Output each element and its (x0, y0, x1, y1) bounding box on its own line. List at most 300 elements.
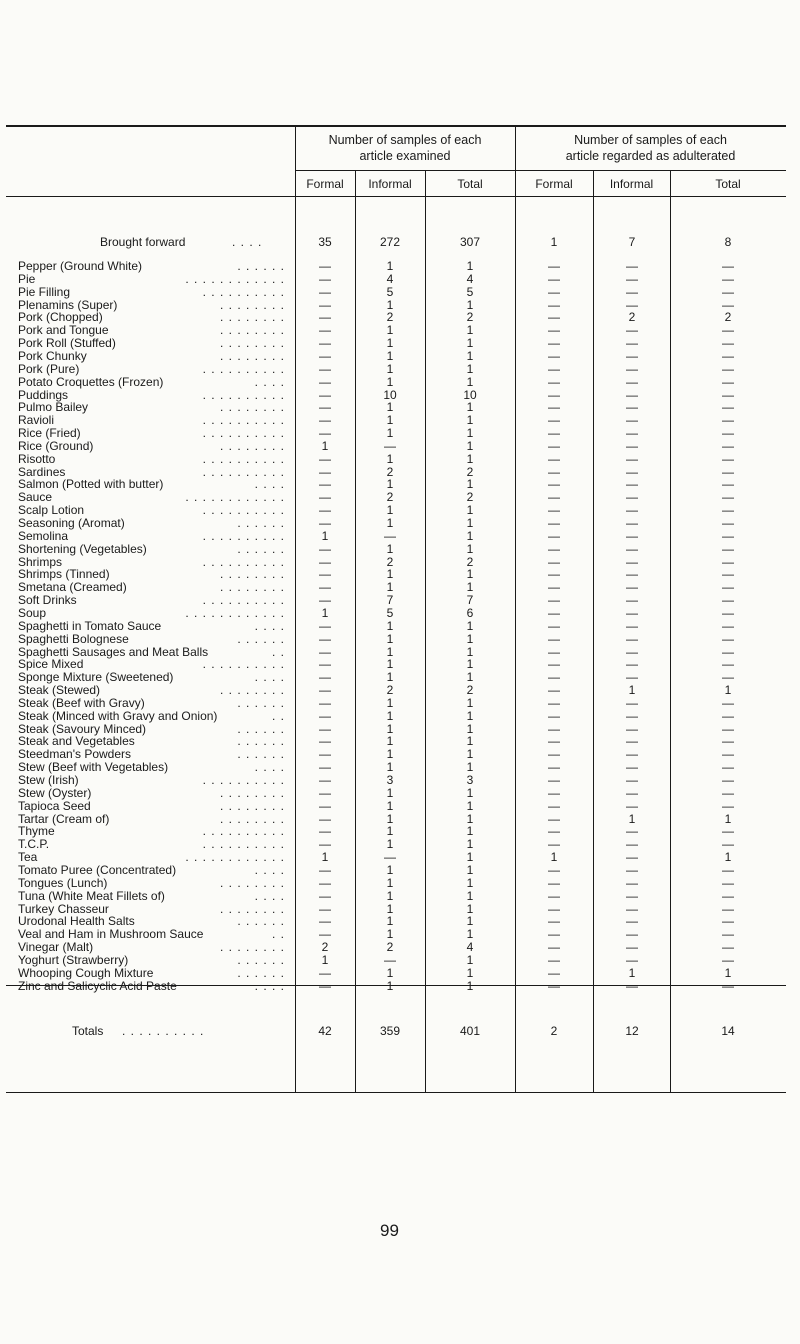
brought-forward-label: Brought forward (100, 235, 186, 249)
row-value-col-1: — (319, 889, 331, 903)
row-name: Pork and Tongue (18, 323, 109, 337)
row-value-col-2: 1 (386, 709, 394, 723)
brought-forward-value-col-6: 8 (724, 235, 732, 249)
row-value-col-4: — (548, 619, 560, 633)
row-value-col-2: 1 (386, 722, 394, 736)
row-name: Veal and Ham in Mushroom Sauce (18, 927, 204, 941)
leader-dots: . . . . . . . . . . (202, 658, 285, 670)
row-value-col-1: — (319, 375, 331, 389)
row-value-col-3: 1 (466, 953, 474, 967)
row-name: Rice (Fried) (18, 426, 81, 440)
row-value-col-5: — (626, 542, 638, 556)
row-value-col-2: 1 (386, 914, 394, 928)
row-value-col-1: — (319, 593, 331, 607)
row-value-col-1: — (319, 490, 331, 504)
row-value-col-4: — (548, 902, 560, 916)
leader-dots: . . . . . . . . . . . . (185, 491, 285, 503)
row-value-col-6: — (722, 452, 734, 466)
row-name: Tapioca Seed (18, 799, 91, 813)
row-value-col-5: 2 (628, 310, 636, 324)
row-value-col-6: — (722, 285, 734, 299)
leader-dots: . . . . . . . . (219, 787, 285, 799)
row-value-col-2: 1 (386, 542, 394, 556)
row-value-col-2: 1 (386, 966, 394, 980)
row-value-col-2: 1 (386, 413, 394, 427)
row-name: Spice Mixed (18, 657, 84, 671)
row-value-col-2: 1 (386, 452, 394, 466)
row-value-col-6: — (722, 863, 734, 877)
row-value-col-5: — (626, 259, 638, 273)
row-value-col-2: 1 (386, 747, 394, 761)
leader-dots: . . . . . . (237, 967, 285, 979)
leader-dots: . . . . (254, 671, 285, 683)
row-name: Tongues (Lunch) (18, 876, 108, 890)
row-value-col-5: — (626, 298, 638, 312)
row-value-col-4: — (548, 310, 560, 324)
row-value-col-3: 1 (466, 400, 474, 414)
row-value-col-3: 1 (466, 439, 474, 453)
row-value-col-6: — (722, 555, 734, 569)
row-value-col-4: — (548, 439, 560, 453)
row-value-col-2: 2 (386, 465, 394, 479)
row-name: Stew (Oyster) (18, 786, 92, 800)
leader-dots: . . . . . . . . (219, 941, 285, 953)
leader-dots: . . . . . . . . (219, 440, 285, 452)
leader-dots: . . . . (254, 620, 285, 632)
row-value-col-2: 2 (386, 490, 394, 504)
row-value-col-5: — (626, 632, 638, 646)
row-value-col-4: — (548, 863, 560, 877)
row-value-col-1: — (319, 863, 331, 877)
row-value-col-1: — (319, 426, 331, 440)
row-value-col-1: — (319, 657, 331, 671)
row-value-col-1: — (319, 837, 331, 851)
row-name: Sardines (18, 465, 66, 479)
row-value-col-5: — (626, 709, 638, 723)
row-value-col-1: — (319, 388, 331, 402)
row-value-col-2: 1 (386, 902, 394, 916)
column-header-formal: Formal (535, 177, 573, 191)
row-value-col-4: — (548, 657, 560, 671)
row-value-col-5: — (626, 619, 638, 633)
row-name: T.C.P. (18, 837, 50, 851)
row-value-col-6: 1 (724, 812, 732, 826)
row-value-col-1: — (319, 542, 331, 556)
row-value-col-4: — (548, 632, 560, 646)
row-value-col-6: — (722, 336, 734, 350)
leader-dots: . . . . . . . . . . (202, 286, 285, 298)
leader-dots: . . . . . . . . (219, 299, 285, 311)
row-value-col-3: 1 (466, 477, 474, 491)
row-name: Spaghetti in Tomato Sauce (18, 619, 162, 633)
row-value-col-6: 1 (724, 966, 732, 980)
row-value-col-3: 5 (466, 285, 474, 299)
row-value-col-2: 1 (386, 863, 394, 877)
row-value-col-1: — (319, 760, 331, 774)
row-name: Steedman's Powders (18, 747, 132, 761)
row-value-col-6: — (722, 799, 734, 813)
row-value-col-2: — (384, 439, 396, 453)
row-value-col-3: 1 (466, 876, 474, 890)
row-value-col-6: — (722, 606, 734, 620)
row-value-col-4: — (548, 953, 560, 967)
header-subcolumn-rule (295, 170, 786, 171)
column-divider (670, 170, 671, 1093)
row-value-col-5: 1 (628, 812, 636, 826)
row-value-col-6: — (722, 837, 734, 851)
row-name: Steak and Vegetables (18, 734, 135, 748)
row-name: Shortening (Vegetables) (18, 542, 147, 556)
row-value-col-6: — (722, 824, 734, 838)
row-value-col-3: 1 (466, 259, 474, 273)
row-value-col-6: — (722, 902, 734, 916)
row-value-col-4: — (548, 336, 560, 350)
page-number: 99 (380, 1221, 399, 1240)
row-value-col-5: — (626, 734, 638, 748)
row-value-col-6: — (722, 760, 734, 774)
leader-dots: . . . . . . . . . . (202, 556, 285, 568)
row-name: Pie (18, 272, 36, 286)
leader-dots: . . . . . . . . (219, 684, 285, 696)
row-value-col-6: 1 (724, 683, 732, 697)
row-value-col-4: — (548, 927, 560, 941)
row-value-col-5: — (626, 490, 638, 504)
row-value-col-2: 10 (383, 388, 397, 402)
row-value-col-1: — (319, 696, 331, 710)
row-value-col-1: — (319, 979, 331, 993)
leader-dots: . . . . . . . . . . (202, 466, 285, 478)
row-value-col-4: — (548, 914, 560, 928)
leader-dots: . . . . (254, 376, 285, 388)
row-value-col-4: — (548, 876, 560, 890)
row-value-col-4: — (548, 516, 560, 530)
row-value-col-1: 1 (321, 439, 329, 453)
row-value-col-1: — (319, 272, 331, 286)
row-value-col-4: — (548, 606, 560, 620)
leader-dots: . . . . . . . . (219, 813, 285, 825)
totals-value-col-1: 42 (318, 1024, 332, 1038)
row-value-col-6: — (722, 259, 734, 273)
row-value-col-1: — (319, 709, 331, 723)
row-value-col-6: — (722, 503, 734, 517)
row-value-col-2: 1 (386, 837, 394, 851)
row-value-col-4: — (548, 799, 560, 813)
totals-value-col-3: 401 (459, 1024, 481, 1038)
row-value-col-5: — (626, 413, 638, 427)
row-value-col-5: 1 (628, 683, 636, 697)
row-name: Shrimps (18, 555, 63, 569)
row-name: Turkey Chasseur (18, 902, 109, 916)
row-value-col-6: — (722, 439, 734, 453)
totals-label: Totals (72, 1024, 104, 1038)
leader-dots: . . . . . . . . (219, 568, 285, 580)
row-value-col-4: — (548, 734, 560, 748)
row-value-col-5: — (626, 670, 638, 684)
row-value-col-5: — (626, 593, 638, 607)
row-value-col-2: 3 (386, 773, 394, 787)
row-value-col-1: — (319, 336, 331, 350)
row-value-col-4: — (548, 645, 560, 659)
row-value-col-1: — (319, 812, 331, 826)
row-value-col-2: 2 (386, 310, 394, 324)
row-name: Tartar (Cream of) (18, 812, 110, 826)
row-name: Pork Roll (Stuffed) (18, 336, 116, 350)
row-value-col-5: — (626, 362, 638, 376)
row-value-col-6: — (722, 876, 734, 890)
row-value-col-5: — (626, 657, 638, 671)
row-value-col-1: — (319, 285, 331, 299)
row-value-col-5: — (626, 580, 638, 594)
column-divider (425, 170, 426, 1093)
row-value-col-3: 1 (466, 747, 474, 761)
row-name: Salmon (Potted with butter) (18, 477, 164, 491)
row-value-col-5: — (626, 465, 638, 479)
row-value-col-5: — (626, 940, 638, 954)
row-value-col-5: — (626, 902, 638, 916)
row-value-col-3: 1 (466, 863, 474, 877)
column-header-formal: Formal (306, 177, 344, 191)
column-divider (593, 170, 594, 1093)
row-value-col-3: 1 (466, 966, 474, 980)
row-value-col-1: 1 (321, 606, 329, 620)
row-value-col-4: — (548, 966, 560, 980)
totals-value-col-5: 12 (625, 1024, 639, 1038)
leader-dots: . . . . . . . . . . (202, 594, 285, 606)
row-name: Tea (18, 850, 38, 864)
row-value-col-1: — (319, 734, 331, 748)
row-value-col-3: 2 (466, 683, 474, 697)
row-value-col-4: — (548, 812, 560, 826)
row-value-col-5: — (626, 722, 638, 736)
row-value-col-6: — (722, 465, 734, 479)
row-value-col-6: — (722, 734, 734, 748)
leader-dots: . . . . . . . . . . (202, 363, 285, 375)
leader-dots: . . . . (254, 890, 285, 902)
row-value-col-2: 1 (386, 619, 394, 633)
table-top-rule (6, 125, 786, 127)
row-value-col-4: — (548, 426, 560, 440)
row-value-col-4: — (548, 490, 560, 504)
row-value-col-1: — (319, 632, 331, 646)
row-value-col-1: — (319, 683, 331, 697)
leader-dots: . . . . . . . . (219, 337, 285, 349)
row-value-col-4: 1 (550, 850, 558, 864)
leader-dots: . . . . . . (237, 543, 285, 555)
row-value-col-5: — (626, 760, 638, 774)
row-value-col-2: 1 (386, 760, 394, 774)
row-value-col-1: — (319, 503, 331, 517)
row-value-col-4: — (548, 824, 560, 838)
row-value-col-5: — (626, 786, 638, 800)
header-bottom-rule (6, 196, 786, 197)
leader-dots: . . . . (254, 761, 285, 773)
row-value-col-1: 1 (321, 850, 329, 864)
totals-value-col-6: 14 (721, 1024, 735, 1038)
row-value-col-2: 1 (386, 812, 394, 826)
row-value-col-3: 1 (466, 799, 474, 813)
row-value-col-4: — (548, 259, 560, 273)
row-value-col-6: — (722, 567, 734, 581)
row-name: Puddings (18, 388, 69, 402)
row-value-col-3: 4 (466, 272, 474, 286)
row-value-col-1: — (319, 966, 331, 980)
row-value-col-5: — (626, 567, 638, 581)
row-value-col-6: — (722, 298, 734, 312)
group-header-examined (295, 134, 515, 162)
row-value-col-3: 2 (466, 490, 474, 504)
row-name: Spaghetti Sausages and Meat Balls (18, 645, 209, 659)
row-value-col-6: — (722, 272, 734, 286)
row-name: Stew (Beef with Vegetables) (18, 760, 169, 774)
row-value-col-2: 1 (386, 375, 394, 389)
leader-dots: . . . . . . . . . . (202, 774, 285, 786)
leader-dots: . . . . . . . . (219, 350, 285, 362)
row-value-col-1: — (319, 516, 331, 530)
row-value-col-4: — (548, 747, 560, 761)
row-value-col-4: — (548, 452, 560, 466)
leader-dots: . . . . . . . . (219, 800, 285, 812)
row-value-col-6: — (722, 426, 734, 440)
row-value-col-6: — (722, 477, 734, 491)
row-name: Tuna (White Meat Fillets of) (18, 889, 165, 903)
row-value-col-2: 4 (386, 272, 394, 286)
leader-dots: . . . . . . . . . . (202, 504, 285, 516)
row-value-col-1: — (319, 400, 331, 414)
row-value-col-3: 1 (466, 889, 474, 903)
row-value-col-2: 1 (386, 876, 394, 890)
row-value-col-2: 2 (386, 555, 394, 569)
row-value-col-3: 1 (466, 657, 474, 671)
leader-dots: . . . . . . (237, 915, 285, 927)
row-name: Seasoning (Aromat) (18, 516, 125, 530)
leader-dots: . . (271, 710, 285, 722)
row-value-col-5: — (626, 336, 638, 350)
row-value-col-4: — (548, 323, 560, 337)
row-value-col-1: — (319, 902, 331, 916)
row-value-col-4: — (548, 362, 560, 376)
row-name: Potato Croquettes (Frozen) (18, 375, 164, 389)
leader-dots: . . . . . . . . (219, 401, 285, 413)
row-value-col-6: — (722, 490, 734, 504)
row-value-col-4: — (548, 555, 560, 569)
row-value-col-5: — (626, 388, 638, 402)
row-value-col-6: — (722, 388, 734, 402)
row-value-col-1: — (319, 799, 331, 813)
row-value-col-5: — (626, 889, 638, 903)
row-value-col-3: 1 (466, 375, 474, 389)
row-value-col-5: — (626, 863, 638, 877)
row-value-col-2: 1 (386, 336, 394, 350)
row-value-col-4: — (548, 580, 560, 594)
leader-dots: . . (271, 928, 285, 940)
row-value-col-1: — (319, 465, 331, 479)
row-value-col-2: 2 (386, 940, 394, 954)
row-value-col-1: — (319, 567, 331, 581)
row-value-col-6: — (722, 349, 734, 363)
row-value-col-1: — (319, 362, 331, 376)
row-value-col-3: 1 (466, 323, 474, 337)
leader-dots: . . . . (254, 864, 285, 876)
row-value-col-3: 3 (466, 773, 474, 787)
row-value-col-5: — (626, 439, 638, 453)
row-value-col-6: — (722, 786, 734, 800)
row-value-col-4: — (548, 465, 560, 479)
row-value-col-5: — (626, 979, 638, 993)
leader-dots: . . . . . . (237, 735, 285, 747)
row-value-col-2: — (384, 850, 396, 864)
row-value-col-3: 1 (466, 413, 474, 427)
row-value-col-6: — (722, 362, 734, 376)
leader-dots: . . . . . . (237, 260, 285, 272)
row-name: Ravioli (18, 413, 55, 427)
row-value-col-2: 5 (386, 606, 394, 620)
row-value-col-3: 1 (466, 452, 474, 466)
row-value-col-3: 1 (466, 979, 474, 993)
row-value-col-5: — (626, 555, 638, 569)
row-value-col-6: — (722, 400, 734, 414)
row-value-col-2: 1 (386, 670, 394, 684)
table-bottom-rule (6, 1092, 786, 1093)
row-value-col-2: 1 (386, 632, 394, 646)
row-value-col-6: — (722, 516, 734, 530)
row-value-col-5: — (626, 400, 638, 414)
row-value-col-1: — (319, 298, 331, 312)
row-value-col-3: 1 (466, 850, 474, 864)
row-value-col-4: — (548, 683, 560, 697)
row-value-col-6: — (722, 773, 734, 787)
row-value-col-3: 1 (466, 580, 474, 594)
row-name: Whooping Cough Mixture (18, 966, 154, 980)
row-value-col-6: — (722, 953, 734, 967)
row-name: Soft Drinks (18, 593, 77, 607)
row-value-col-4: — (548, 979, 560, 993)
leader-dots: . . (271, 646, 285, 658)
row-value-col-5: — (626, 876, 638, 890)
leader-dots: . . . . . . . . (219, 324, 285, 336)
row-value-col-3: 1 (466, 349, 474, 363)
row-value-col-2: 1 (386, 503, 394, 517)
row-value-col-2: 1 (386, 734, 394, 748)
brought-forward-value-col-5: 7 (628, 235, 636, 249)
row-value-col-5: — (626, 799, 638, 813)
row-value-col-4: — (548, 388, 560, 402)
row-value-col-4: — (548, 298, 560, 312)
row-value-col-5: — (626, 272, 638, 286)
row-value-col-3: 2 (466, 310, 474, 324)
row-name: Urodonal Health Salts (18, 914, 135, 928)
row-value-col-2: 1 (386, 477, 394, 491)
row-value-col-6: — (722, 889, 734, 903)
group-header-line: Number of samples of each (574, 133, 727, 147)
row-value-col-3: 1 (466, 760, 474, 774)
column-header-total: Total (457, 177, 483, 191)
row-name: Shrimps (Tinned) (18, 567, 110, 581)
row-value-col-3: 1 (466, 837, 474, 851)
row-value-col-2: 1 (386, 889, 394, 903)
row-value-col-6: — (722, 979, 734, 993)
row-value-col-2: 5 (386, 285, 394, 299)
row-name: Zinc and Salicyclic Acid Paste (18, 979, 177, 993)
row-value-col-6: — (722, 914, 734, 928)
row-value-col-5: — (626, 850, 638, 864)
leader-dots: . . . . . . (237, 697, 285, 709)
row-value-col-2: 1 (386, 799, 394, 813)
row-value-col-6: — (722, 542, 734, 556)
row-value-col-1: — (319, 876, 331, 890)
totals-value-col-2: 359 (379, 1024, 401, 1038)
row-value-col-5: — (626, 824, 638, 838)
row-value-col-1: — (319, 670, 331, 684)
